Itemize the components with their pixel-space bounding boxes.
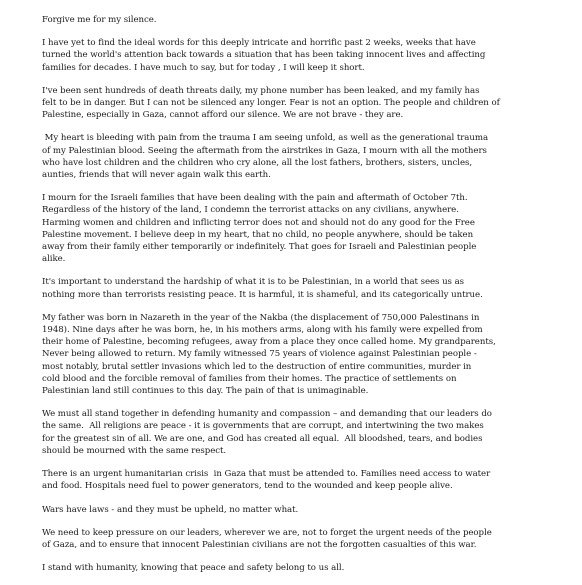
- paragraph: [42, 408, 562, 457]
- text-line: Palestinian land still continues to this day. The pain of that is unimaginable.: [42, 386, 369, 397]
- paragraph: [42, 276, 562, 300]
- paragraph: [42, 468, 562, 492]
- text-line: Palestine, especially in Gaza, cannot afford our silence. We are not brave - they are.: [42, 110, 404, 121]
- paragraph: [42, 527, 562, 551]
- paragraph: [42, 192, 562, 265]
- text-line: cold blood and the forcible removal of families from their homes. The practice of settlements on: [42, 373, 457, 384]
- paragraph: [42, 14, 562, 26]
- paragraph: [42, 312, 562, 397]
- paragraph: [42, 85, 562, 122]
- text-line: who have lost children and the children who cry alone, all the lost fathers, brothers, sisters, uncles,: [42, 157, 473, 168]
- document-body: [42, 14, 562, 585]
- paragraph: [42, 562, 562, 574]
- paragraph: [42, 132, 562, 181]
- text-line: away from their family either temporarily or indefinitely. That goes for Israeli and Palestinian people: [42, 242, 477, 253]
- text-line: should be mourned with the same respect.: [42, 445, 227, 456]
- text-line: alike.: [42, 254, 66, 265]
- text-line: for the greatest sin of all. We are one, and God has created all equal. All bloodshed, tears, and bodies: [42, 433, 483, 444]
- text-line: We must all stand together in defending humanity and compassion – and demanding that our leaders do: [42, 409, 492, 420]
- text-line: felt to be in danger. But I can not be silenced any longer. Fear is not an option. The people and children of: [42, 98, 500, 109]
- text-line: It's important to understand the hardship of what it is to be Palestinian, in a world that sees us as: [42, 277, 465, 288]
- text-line: Harming women and children and inflicting terror does not and should not do any good for the Free: [42, 217, 475, 228]
- text-line: Wars have laws - and they must be upheld, no matter what.: [42, 504, 299, 515]
- text-line: the same. All religions are peace - it is governments that are corrupt, and intertwining the two makes: [42, 421, 484, 432]
- text-line: I stand with humanity, knowing that peace and safety belong to us all.: [42, 563, 345, 574]
- text-line: of my Palestinian blood. Seeing the aftermath from the airstrikes in Gaza, I mourn with all the mothers: [42, 145, 487, 156]
- text-line: families for decades. I have much to say, but for today , I will keep it short.: [42, 62, 365, 73]
- text-line: Palestine movement. I believe deep in my heart, that no child, no people anywhere, should be taken: [42, 229, 474, 240]
- text-line: I mourn for the Israeli families that have been dealing with the pain and aftermath of October 7th.: [42, 193, 468, 204]
- text-line: aunties, friends that will never again walk this earth.: [42, 170, 271, 181]
- paragraph: [42, 37, 562, 74]
- text-line: their home of Palestine, becoming refugees, away from a place they once called home. My grandparents,: [42, 337, 496, 348]
- text-line: nothing more than terrorists resisting peace. It is harmful, it is shameful, and its categorically untrue.: [42, 289, 483, 300]
- text-line: and food. Hospitals need fuel to power generators, tend to the wounded and keep people alive.: [42, 481, 453, 492]
- text-line: Forgive me for my silence.: [42, 15, 157, 25]
- text-line: My father was born in Nazareth in the year of the Nakba (the displacement of 750,000 Palestinans in: [42, 312, 480, 323]
- text-line: I've been sent hundreds of death threats daily, my phone number has been leaked, and my family has: [42, 85, 480, 96]
- paragraph: [42, 504, 562, 516]
- text-line: I have yet to find the ideal words for this deeply intricate and horrific past 2 weeks, weeks that have: [42, 38, 476, 49]
- text-line: My heart is bleeding with pain from the trauma I am seeing unfold, as well as the generational trauma: [42, 133, 489, 144]
- text-line: most notably, brutal settler invasions which led to the destruction of entire communities, murder in: [42, 361, 472, 372]
- text-line: Never being allowed to return. My family witnessed 75 years of violence against Palestinian people -: [42, 349, 477, 360]
- text-line: We need to keep pressure on our leaders, wherever we are, not to forget the urgent needs of the people: [42, 527, 492, 538]
- text-line: of Gaza, and to ensure that innocent Palestinian civilians are not the forgotten casualties of this war.: [42, 539, 477, 550]
- text-line: There is an urgent humanitarian crisis in Gaza that must be attended to. Families need access to water: [42, 469, 491, 480]
- text-line: turned the world's attention back towards a situation that has been taking innocent lives and affecting: [42, 50, 486, 61]
- text-line: Regardless of the history of the land, I condemn the terrorist attacks on any civilians, anywhere.: [42, 205, 459, 216]
- text-line: 1948). Nine days after he was born, he, in his mothers arms, along with his family were expelled from: [42, 325, 483, 336]
